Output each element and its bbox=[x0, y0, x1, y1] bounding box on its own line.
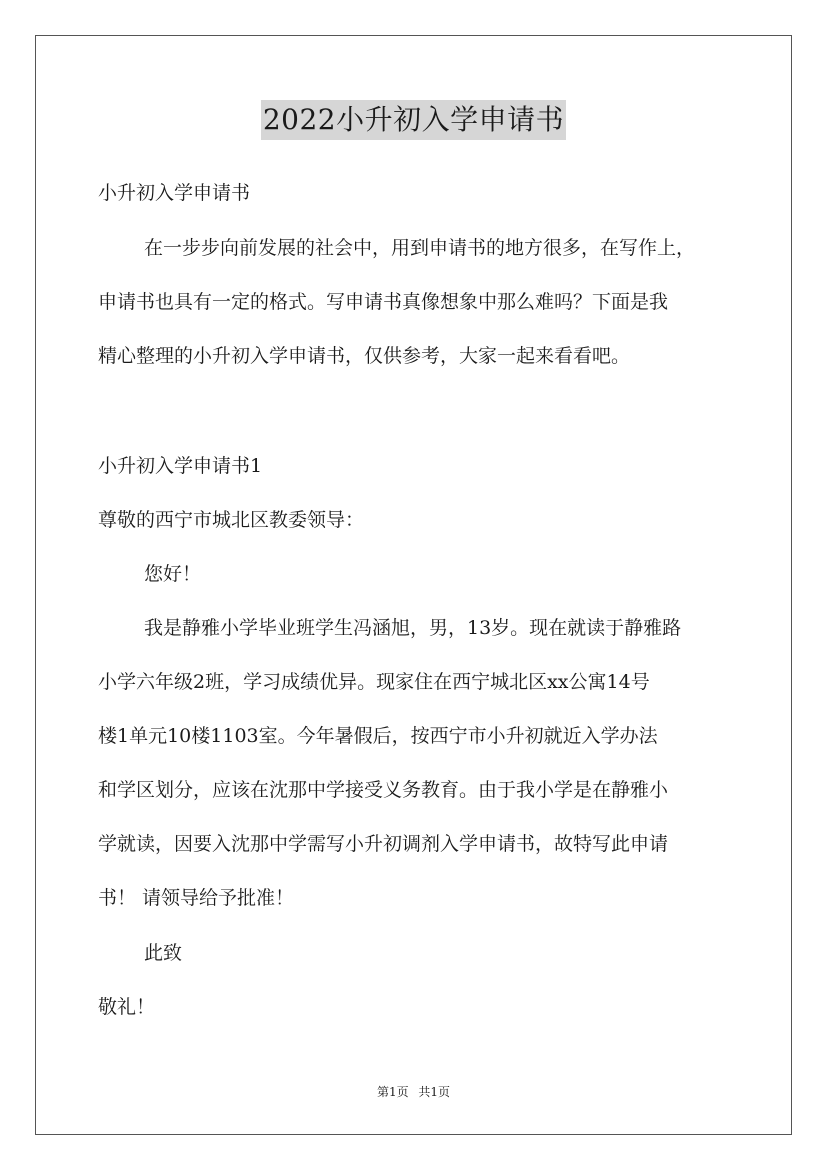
title-container bbox=[0, 100, 827, 140]
body-line: 小学六年级2班，学习成绩优异。现家住在西宁城北区xx公寓14号 bbox=[98, 671, 650, 693]
body-line: 学就读，因要入沈那中学需写小升初调剂入学申请书，故特写此申请 bbox=[98, 833, 669, 855]
page-footer bbox=[0, 1084, 827, 1100]
body-line: 和学区划分，应该在沈那中学接受义务教育。由于我小学是在静雅小 bbox=[98, 779, 669, 801]
intro-line: 精心整理的小升初入学申请书，仅供参考，大家一起来看看吧。 bbox=[98, 345, 631, 367]
closing-line: 敬礼！ bbox=[98, 996, 156, 1018]
salutation: 尊敬的西宁市城北区教委领导： bbox=[98, 509, 365, 531]
intro-line: 在一步步向前发展的社会中，用到申请书的地方很多，在写作上， bbox=[144, 237, 696, 259]
document-title: 2022小升初入学申请书 bbox=[261, 100, 566, 140]
greeting: 您好！ bbox=[144, 563, 202, 585]
body-line: 书！ 请领导给予批准！ bbox=[98, 887, 295, 909]
page-number: 第1页 bbox=[376, 1085, 409, 1099]
total-pages: 共1页 bbox=[418, 1085, 451, 1099]
body-line: 楼1单元10楼1103室。今年暑假后，按西宁市小升初就近入学办法 bbox=[98, 725, 658, 747]
intro-line: 申请书也具有一定的格式。写申请书真像想象中那么难吗？下面是我 bbox=[98, 291, 669, 313]
subtitle: 小升初入学申请书 bbox=[98, 182, 251, 204]
closing-line: 此致 bbox=[144, 942, 183, 964]
body-line: 我是静雅小学毕业班学生冯涵旭，男，13岁。现在就读于静雅路 bbox=[144, 617, 682, 639]
section-heading: 小升初入学申请书1 bbox=[98, 455, 263, 477]
